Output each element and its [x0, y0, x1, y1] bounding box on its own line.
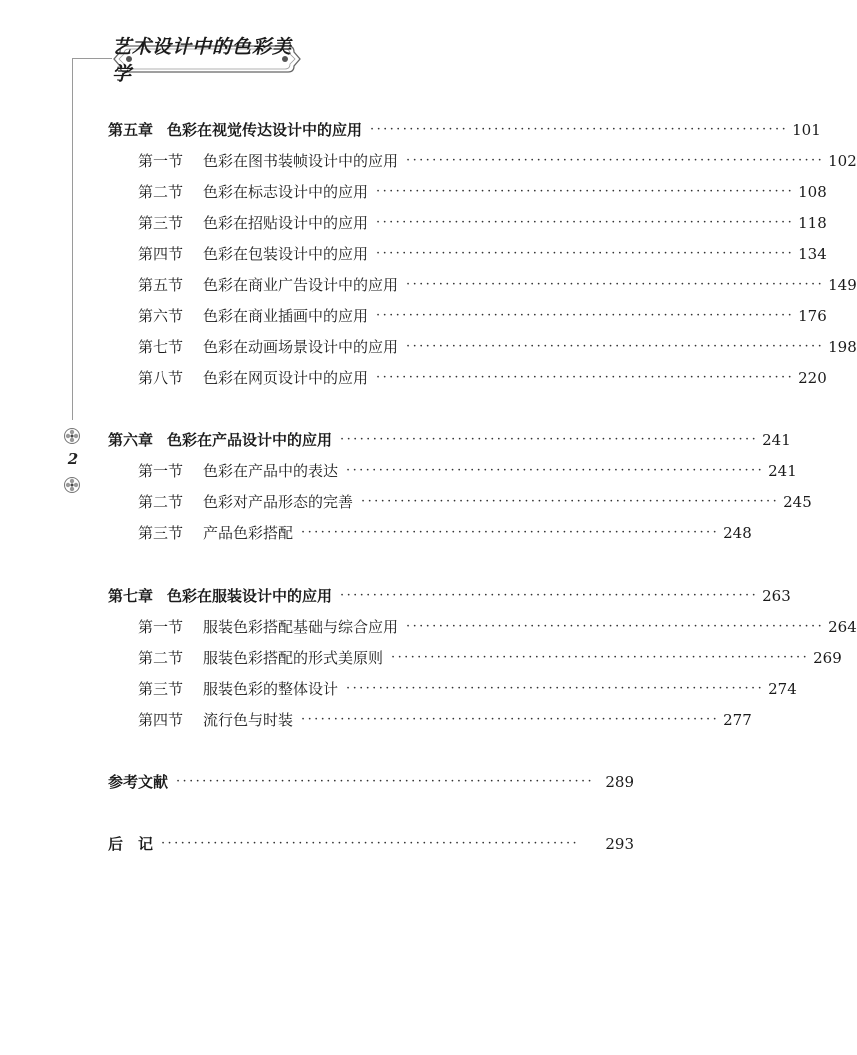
section-label: 第二节: [138, 183, 184, 201]
dot-leader: ································································: [406, 277, 825, 292]
toc-section[interactable]: [138, 180, 827, 204]
toc-section[interactable]: [138, 459, 797, 483]
section-page: 108: [798, 183, 827, 201]
section-page: 245: [783, 493, 812, 511]
dot-leader: ································································: [376, 308, 795, 323]
chapter-page: 241: [762, 431, 791, 449]
section-title: 色彩在商业插画中的应用: [203, 307, 369, 325]
section-page: 220: [798, 369, 827, 387]
dot-leader: ································································: [376, 184, 795, 199]
chapter-label: 第七章: [108, 587, 154, 605]
toc-section[interactable]: [138, 521, 752, 545]
section-title: 色彩在标志设计中的应用: [203, 183, 369, 201]
section-label: 第三节: [138, 524, 184, 542]
dot-leader: ································································: [376, 215, 795, 230]
toc-section[interactable]: [138, 149, 857, 173]
toc-section[interactable]: [138, 708, 752, 732]
dot-leader: ································································: [376, 246, 795, 261]
section-page: 198: [828, 338, 857, 356]
book-title: 艺术设计中的色彩美学: [112, 36, 293, 85]
margin-rule: [72, 58, 73, 420]
section-title: 色彩对产品形态的完善: [203, 493, 354, 511]
toc-section[interactable]: [138, 242, 827, 266]
section-page: 274: [768, 680, 797, 698]
header-banner: [112, 36, 302, 85]
section-label: 第六节: [138, 307, 184, 325]
section-label: 第一节: [138, 152, 184, 170]
chapter-title: 色彩在服装设计中的应用: [167, 587, 333, 605]
section-title: 流行色与时装: [203, 711, 294, 729]
dot-leader: ································································: [391, 650, 810, 665]
chapter-label: 第六章: [108, 431, 154, 449]
section-label: 第八节: [138, 369, 184, 387]
section-label: 第一节: [138, 618, 184, 636]
afterword-title: 后 记: [108, 835, 154, 853]
section-title: 产品色彩搭配: [203, 524, 294, 542]
chapter-title: 色彩在产品设计中的应用: [167, 431, 333, 449]
dot-leader: ································································: [346, 681, 765, 696]
dot-leader: ································································: [406, 619, 825, 634]
section-title: 服装色彩搭配的形式美原则: [203, 649, 384, 667]
chapter-title: 色彩在视觉传达设计中的应用: [167, 121, 363, 139]
dot-leader: ································································: [361, 494, 780, 509]
references-title: 参考文献: [108, 773, 169, 791]
section-page: 149: [828, 276, 857, 294]
section-title: 服装色彩的整体设计: [203, 680, 339, 698]
section-label: 第七节: [138, 338, 184, 356]
section-title: 色彩在商业广告设计中的应用: [203, 276, 399, 294]
toc-section[interactable]: [138, 304, 827, 328]
dot-leader: ································································: [176, 774, 595, 789]
dot-leader: ································································: [340, 432, 759, 447]
toc-section[interactable]: [138, 490, 812, 514]
margin-rule-top: [72, 58, 112, 59]
section-label: 第二节: [138, 649, 184, 667]
section-page: 134: [798, 245, 827, 263]
toc-section[interactable]: [138, 366, 827, 390]
chapter-label: 第五章: [108, 121, 154, 139]
page-number: 2: [67, 450, 79, 468]
section-label: 第三节: [138, 214, 184, 232]
toc-chapter-5[interactable]: [108, 118, 821, 142]
toc-section[interactable]: [138, 646, 842, 670]
section-title: 色彩在产品中的表达: [203, 462, 339, 480]
section-page: 264: [828, 618, 857, 636]
dot-leader: ································································: [301, 525, 720, 540]
section-title: 色彩在网页设计中的应用: [203, 369, 369, 387]
section-label: 第三节: [138, 680, 184, 698]
dot-leader: ································································: [406, 153, 825, 168]
section-page: 241: [768, 462, 797, 480]
section-title: 服装色彩搭配基础与综合应用: [203, 618, 399, 636]
section-page: 102: [828, 152, 857, 170]
dot-leader: ································································: [370, 122, 789, 137]
section-page: 269: [813, 649, 842, 667]
section-label: 第一节: [138, 462, 184, 480]
section-title: 色彩在包装设计中的应用: [203, 245, 369, 263]
section-page: 248: [723, 524, 752, 542]
toc-section[interactable]: [138, 211, 827, 235]
chapter-page: 263: [762, 587, 791, 605]
section-label: 第四节: [138, 245, 184, 263]
section-title: 色彩在图书装帧设计中的应用: [203, 152, 399, 170]
section-title: 色彩在招贴设计中的应用: [203, 214, 369, 232]
toc-chapter-6[interactable]: [108, 428, 791, 452]
dot-leader: ································································: [346, 463, 765, 478]
dot-leader: ································································: [406, 339, 825, 354]
toc-references[interactable]: [108, 770, 634, 794]
toc-section[interactable]: [138, 677, 797, 701]
section-page: 277: [723, 711, 752, 729]
dot-leader: ································································: [340, 588, 759, 603]
section-title: 色彩在动画场景设计中的应用: [203, 338, 399, 356]
section-label: 第四节: [138, 711, 184, 729]
references-page: 289: [605, 773, 634, 791]
flower-ornament-icon: [63, 427, 81, 445]
toc-chapter-7[interactable]: [108, 584, 791, 608]
afterword-page: 293: [605, 835, 634, 853]
dot-leader: ································································: [161, 836, 580, 851]
section-page: 118: [798, 214, 827, 232]
toc-section[interactable]: [138, 335, 857, 359]
section-label: 第五节: [138, 276, 184, 294]
toc-section[interactable]: [138, 273, 857, 297]
chapter-page: 101: [792, 121, 821, 139]
toc-afterword[interactable]: [108, 832, 634, 856]
dot-leader: ································································: [376, 370, 795, 385]
section-label: 第二节: [138, 493, 184, 511]
toc-section[interactable]: [138, 615, 857, 639]
flower-ornament-icon: [63, 476, 81, 494]
dot-leader: ································································: [301, 712, 720, 727]
section-page: 176: [798, 307, 827, 325]
